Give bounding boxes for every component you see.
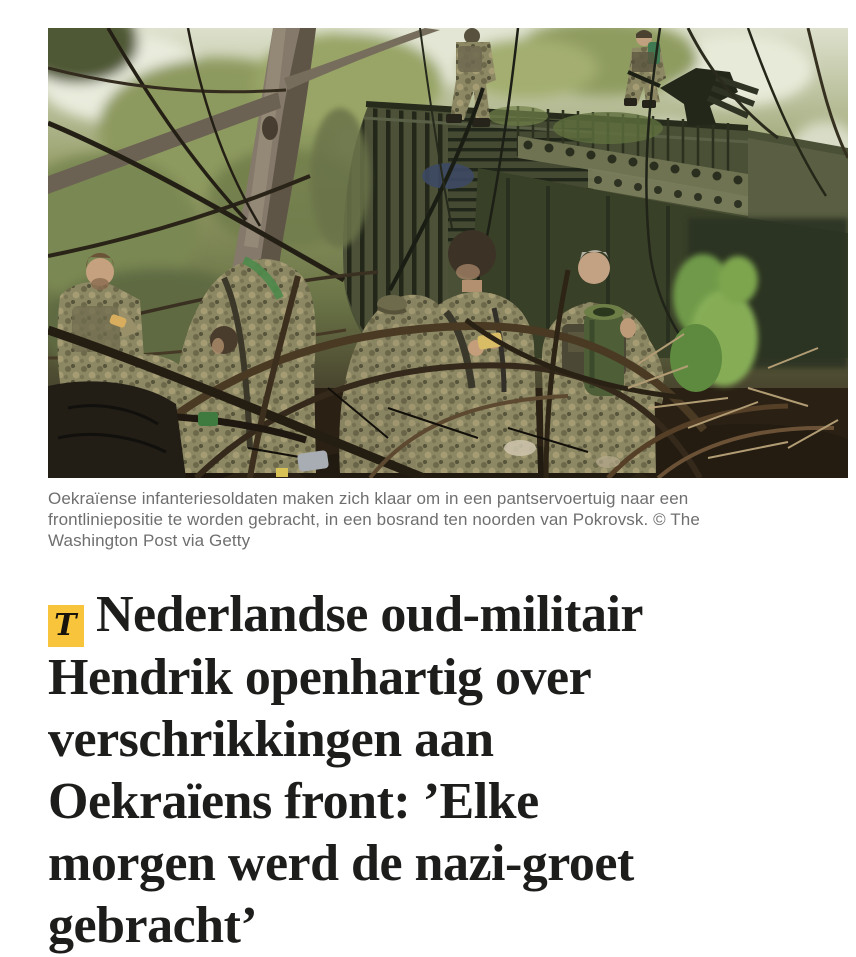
green-bush <box>670 254 758 392</box>
hero-photo-illustration <box>48 28 848 478</box>
headline-line: gebracht’ <box>48 897 258 954</box>
headline-line: verschrikkingen aan <box>48 711 494 768</box>
article-headline <box>48 584 828 957</box>
telegraaf-premium-icon <box>48 605 84 647</box>
hero-photo <box>48 28 848 478</box>
headline-line: Hendrik openhartig over <box>48 649 592 706</box>
headline-text-segment: Nederlandse oud-militair <box>96 586 643 643</box>
hero-figure <box>48 28 848 551</box>
headline-line: Oekraïens front: ’Elke <box>48 773 539 830</box>
hero-caption: Oekraïense infanteriesoldaten maken zich klaar om in een pantservoertuig naar een frontliniepositie te worden gebracht, in een bosrand ten noorden van Pokrovsk. © The Washington Post via Getty <box>48 489 700 550</box>
premium-icon-letter: T <box>54 608 76 643</box>
headline-line: morgen werd de nazi-groet <box>48 835 634 892</box>
headline-line <box>48 584 828 647</box>
